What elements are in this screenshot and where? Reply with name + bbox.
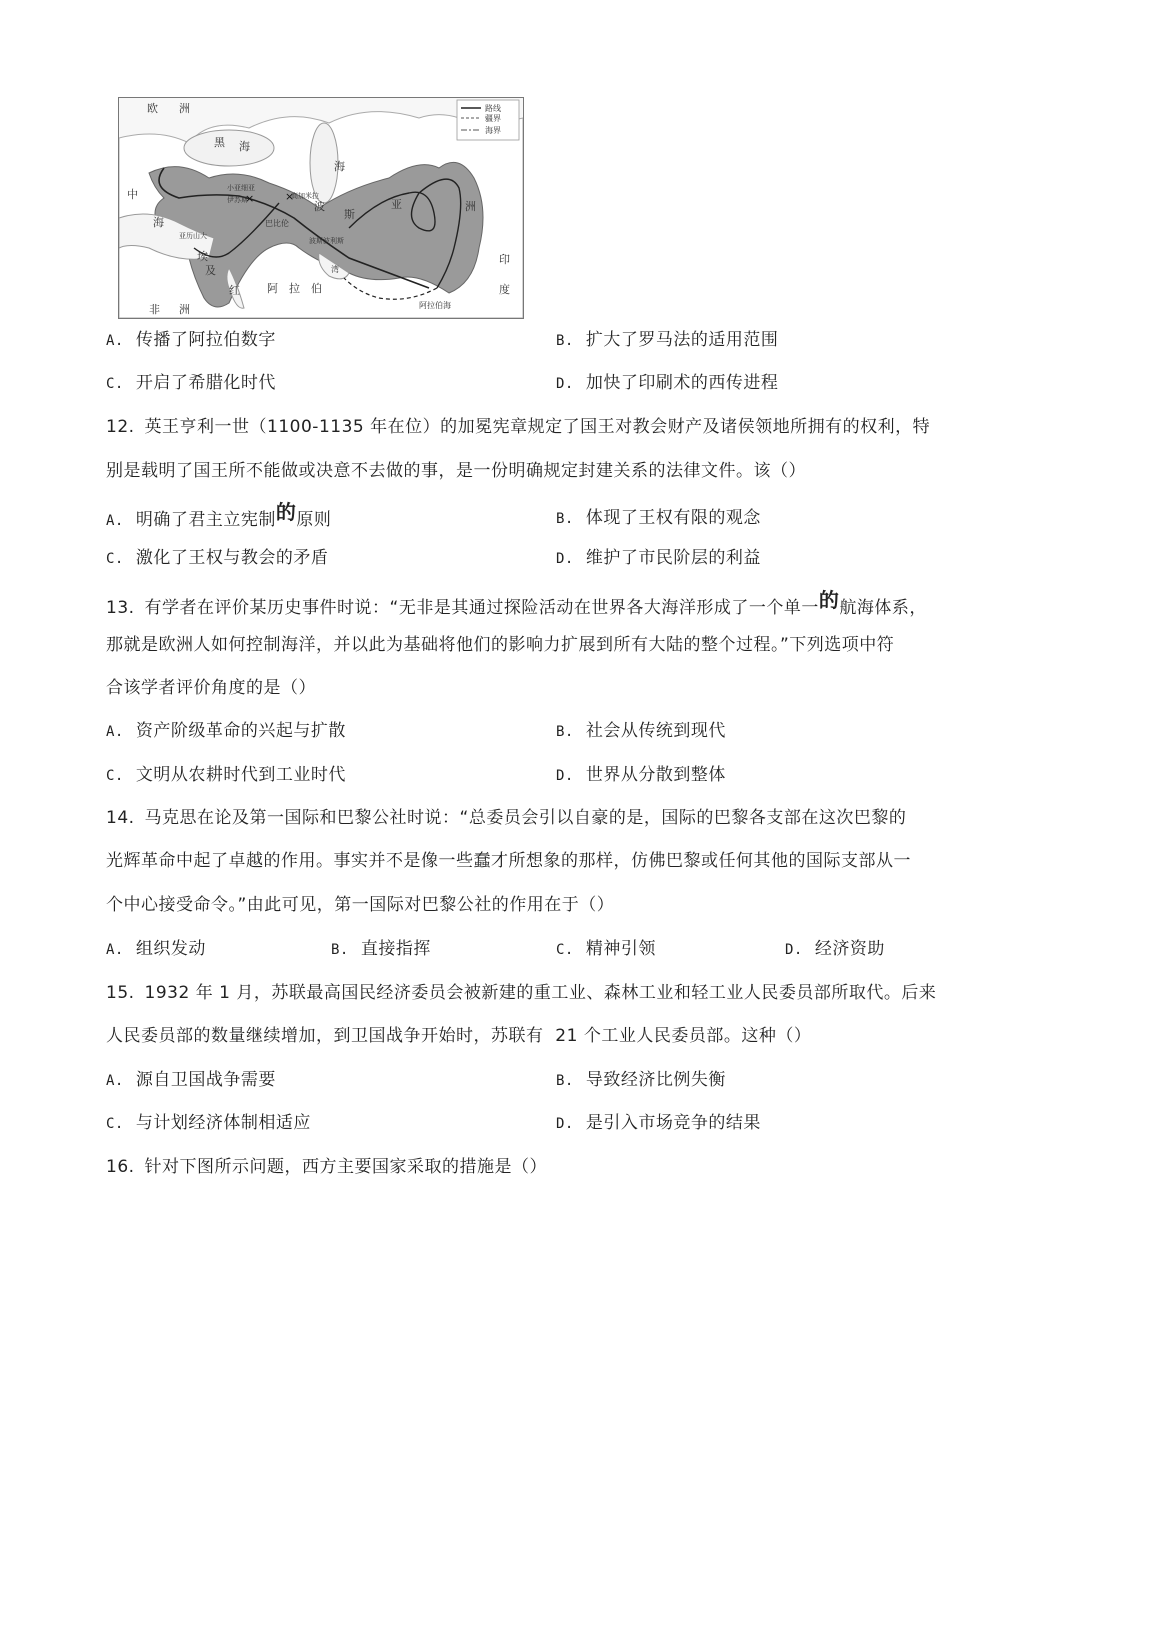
q11-option-d[interactable] (556, 371, 778, 396)
q14-option-a[interactable] (106, 937, 206, 962)
label-arabian-sea: 阿拉伯海 (419, 301, 451, 310)
q14-option-d[interactable] (785, 937, 885, 962)
option-key: B. (556, 333, 574, 349)
q13-option-c-text: 文明从农耕时代到工业时代 (135, 765, 346, 785)
q12-option-b-text: 体现了王权有限的观念 (585, 508, 761, 528)
option-key: D. (785, 942, 803, 958)
q12-option-c[interactable] (106, 546, 328, 571)
legend-sea: 海界 (485, 126, 501, 135)
option-key: C. (106, 376, 124, 392)
option-key: B. (331, 942, 349, 958)
q13-option-d-text: 世界从分散到整体 (585, 765, 726, 785)
q12-option-b[interactable] (556, 506, 761, 531)
q11-option-a[interactable] (106, 328, 276, 353)
label-red-sea: 红 (229, 284, 240, 297)
q16-number: 16. (106, 1157, 135, 1177)
label-black-sea2: 海 (239, 140, 250, 153)
q14-stem-line1 (106, 806, 906, 830)
option-key: A. (106, 724, 124, 740)
q13-text-1-pre: 有学者在评价某历史事件时说：“无非是其通过探险活动在世界各大海洋形成了一个单一 (144, 598, 819, 618)
option-key: B. (556, 1073, 574, 1089)
q14-option-a-text: 组织发动 (135, 939, 206, 959)
label-egypt2: 及 (205, 264, 216, 277)
q16-stem-line1 (106, 1155, 547, 1179)
q14-option-d-text: 经济资助 (814, 939, 885, 959)
label-arabia2: 拉 (289, 282, 300, 295)
option-key: A. (106, 333, 124, 349)
label-asia: 亚 (391, 198, 402, 211)
q16-text-1: 针对下图所示问题，西方主要国家采取的措施是（） (144, 1157, 548, 1177)
legend-border: 疆界 (485, 114, 501, 123)
q15-option-d-text: 是引入市场竞争的结果 (585, 1113, 761, 1133)
option-key: C. (106, 1116, 124, 1132)
q12-option-c-text: 激化了王权与教会的矛盾 (135, 548, 329, 568)
label-india2: 度 (499, 283, 510, 296)
option-key: B. (556, 724, 574, 740)
option-key: A. (106, 1073, 124, 1089)
q13-option-c[interactable] (106, 763, 346, 788)
label-persepolis: 波斯波利斯 (309, 237, 344, 245)
q11-option-b[interactable] (556, 328, 778, 353)
label-black-sea: 黑 (214, 136, 225, 149)
option-key: D. (556, 551, 574, 567)
q13-text-1-post: 航海体系， (839, 598, 927, 618)
label-gaugamela: 高加米拉 (291, 192, 319, 200)
q13-option-b-text: 社会从传统到现代 (585, 721, 726, 741)
q12-option-a-de: 的 (275, 500, 297, 524)
label-med2: 海 (153, 216, 164, 229)
q12-option-a-pre: 明确了君主立宪制 (135, 510, 276, 530)
q14-stem-line2: 光辉革命中起了卓越的作用。事实并不是像一些蠢才所想象的那样，仿佛巴黎或任何其他的国际支部从一 (106, 851, 911, 871)
q15-option-a-text: 源自卫国战争需要 (135, 1070, 276, 1090)
option-key: A. (106, 942, 124, 958)
q13-number: 13. (106, 598, 135, 618)
label-africa: 非 (149, 303, 160, 316)
label-caspian: 海 (334, 160, 345, 173)
option-key: C. (106, 768, 124, 784)
q15-text-1: 1932 年 1 月，苏联最高国民经济委员会被新建的重工业、森林工业和轻工业人民委员部所取代。后来 (144, 983, 937, 1003)
q12-number: 12. (106, 417, 135, 437)
q14-stem-line3: 个中心接受命令。”由此可见，第一国际对巴黎公社的作用在于（） (106, 895, 615, 915)
q14-number: 14. (106, 808, 135, 828)
q12-stem-line2: 别是载明了国王所不能做或决意不去做的事，是一份明确规定封建关系的法律文件。该（） (106, 461, 806, 481)
q11-option-d-text: 加快了印刷术的西传进程 (585, 373, 779, 393)
q14-text-1: 马克思在论及第一国际和巴黎公社时说：“总委员会引以自豪的是，国际的巴黎各支部在这次巴黎的 (144, 808, 907, 828)
q12-text-1: 英王亨利一世（1100-1135 年在位）的加冕宪章规定了国王对教会财产及诸侯领地所拥有的权利，特 (144, 417, 931, 437)
q11-option-a-text: 传播了阿拉伯数字 (135, 330, 276, 350)
q13-option-a[interactable] (106, 719, 346, 744)
option-key: B. (556, 511, 574, 527)
label-africa2: 洲 (179, 303, 190, 316)
q15-option-d[interactable] (556, 1111, 761, 1136)
svg-text:×: × (245, 192, 255, 205)
q15-option-b-text: 导致经济比例失衡 (585, 1070, 726, 1090)
q11-option-c-text: 开启了希腊化时代 (135, 373, 276, 393)
label-persia2: 斯 (344, 208, 355, 221)
label-med1: 中 (127, 188, 138, 201)
q12-option-d[interactable] (556, 546, 761, 571)
q13-option-a-text: 资产阶级革命的兴起与扩散 (135, 721, 346, 741)
q12-option-d-text: 维护了市民阶层的利益 (585, 548, 761, 568)
q15-stem-line1 (106, 981, 936, 1005)
q12-stem-line1 (106, 415, 930, 439)
q15-number: 15. (106, 983, 135, 1003)
option-key: D. (556, 768, 574, 784)
historical-map (118, 97, 524, 319)
label-gulf: 湾 (331, 265, 339, 274)
q13-stem-line1 (106, 588, 927, 620)
option-key: A. (106, 513, 124, 529)
q14-option-c-text: 精神引领 (585, 939, 656, 959)
label-arabia3: 伯 (311, 282, 322, 295)
q13-option-d[interactable] (556, 763, 726, 788)
label-india: 印 (499, 253, 510, 266)
q14-option-b-text: 直接指挥 (360, 939, 431, 959)
option-key: C. (106, 551, 124, 567)
q13-stem-line3: 合该学者评价角度的是（） (106, 678, 316, 698)
label-issus: 伊苏斯 (227, 196, 248, 204)
label-europe2: 洲 (179, 102, 190, 115)
q15-option-c[interactable] (106, 1111, 311, 1136)
q11-option-c[interactable] (106, 371, 276, 396)
label-alexandria: 亚历山大 (179, 232, 207, 240)
label-asia-minor: 小亚细亚 (227, 184, 255, 192)
label-asia2: 洲 (465, 200, 476, 213)
option-key: D. (556, 1116, 574, 1132)
label-persia: 波 (314, 200, 325, 213)
label-egypt: 埃 (197, 250, 208, 263)
option-key: D. (556, 376, 574, 392)
alexander-campaign-map (119, 98, 523, 318)
label-babylon: 巴比伦 (265, 219, 289, 228)
q13-text-1-de: 的 (818, 588, 840, 612)
q15-option-c-text: 与计划经济体制相适应 (135, 1113, 311, 1133)
legend-route: 路线 (485, 104, 501, 113)
q13-stem-line2: 那就是欧洲人如何控制海洋，并以此为基础将他们的影响力扩展到所有大陆的整个过程。”下列选项中符 (106, 635, 895, 655)
label-europe: 欧 (147, 102, 158, 115)
q12-option-a-post: 原则 (296, 510, 332, 530)
q12-option-a[interactable] (106, 500, 332, 533)
q15-stem-line2: 人民委员部的数量继续增加，到卫国战争开始时，苏联有 21 个工业人民委员部。这种（） (106, 1026, 812, 1046)
q15-option-a[interactable] (106, 1068, 276, 1093)
q13-option-b[interactable] (556, 719, 726, 744)
svg-text:×: × (285, 190, 295, 203)
q14-option-b[interactable] (331, 937, 431, 962)
q11-option-b-text: 扩大了罗马法的适用范围 (585, 330, 779, 350)
label-arabia1: 阿 (267, 282, 278, 295)
option-key: C. (556, 942, 574, 958)
q14-option-c[interactable] (556, 937, 656, 962)
q15-option-b[interactable] (556, 1068, 726, 1093)
